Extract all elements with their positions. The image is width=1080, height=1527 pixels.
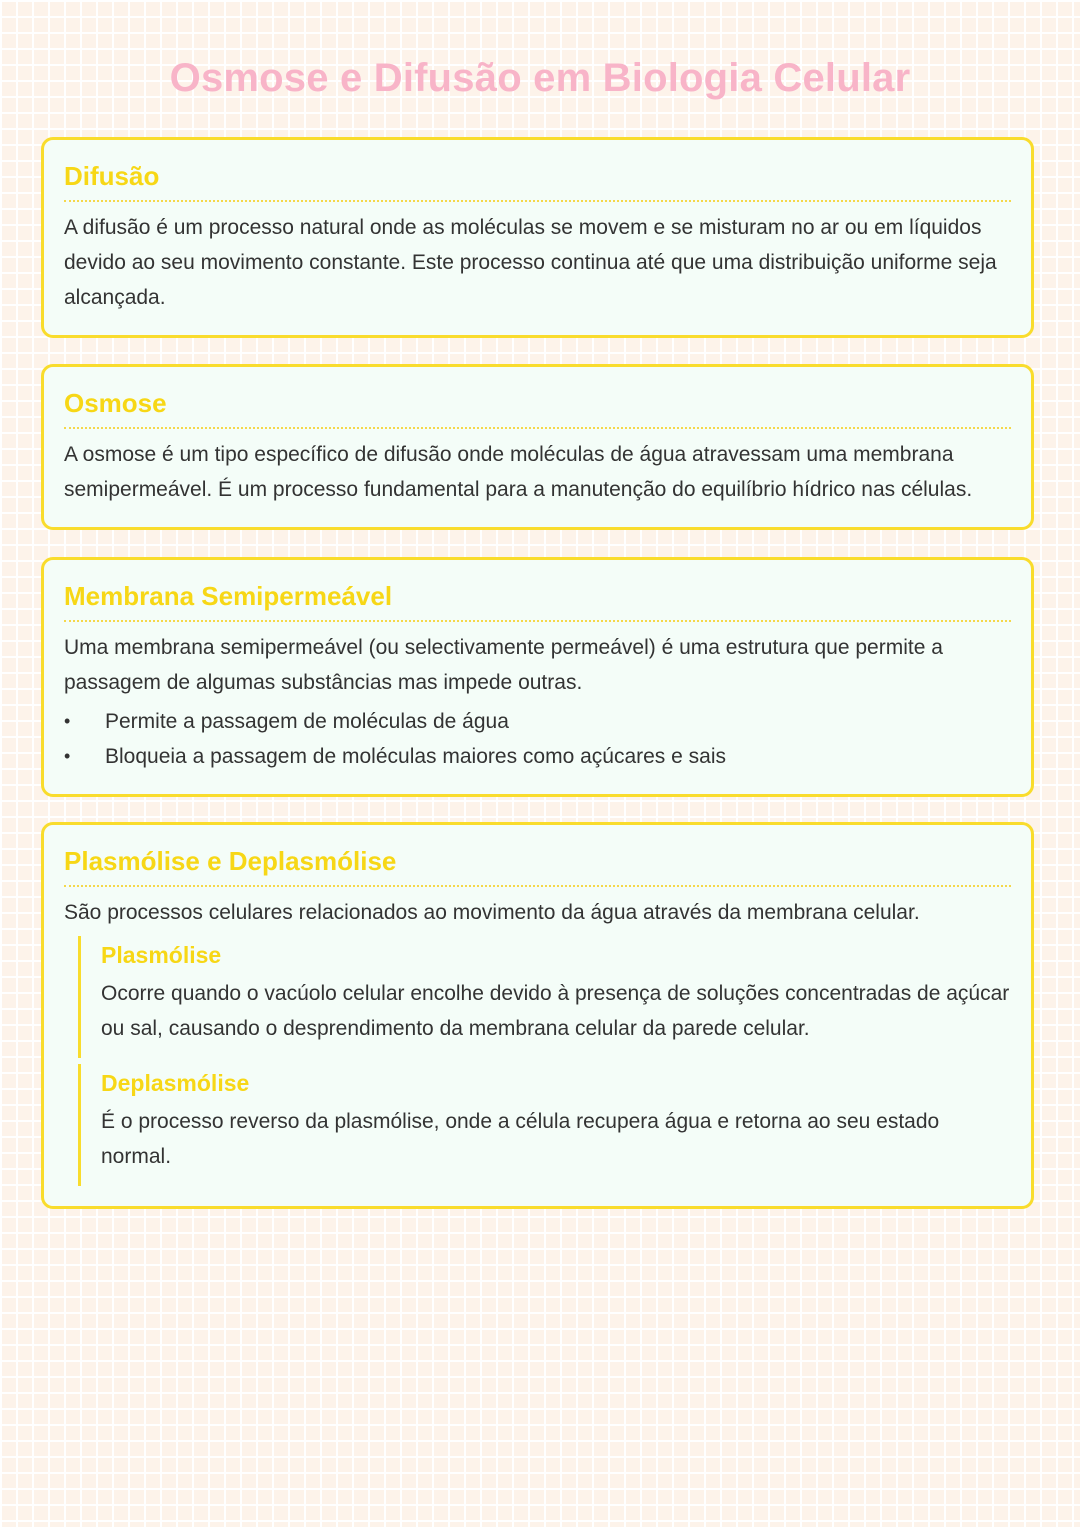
subsection-heading: Plasmólise bbox=[101, 942, 222, 968]
card-membrana-semipermeavel bbox=[41, 557, 1034, 797]
bullet-icon: • bbox=[64, 746, 71, 766]
list-item-text: Bloqueia a passagem de moléculas maiores como açúcares e sais bbox=[105, 745, 726, 768]
bullet-list bbox=[64, 704, 1011, 774]
card-osmose bbox=[41, 364, 1034, 530]
section-heading: Membrana Semipermeável bbox=[64, 578, 1011, 622]
list-item bbox=[64, 704, 1011, 739]
section-text: São processos celulares relacionados ao movimento da água através da membrana celular. bbox=[64, 901, 920, 924]
section-heading: Plasmólise e Deplasmólise bbox=[64, 843, 1011, 887]
subsection-text: É o processo reverso da plasmólise, onde a célula recupera água e retorna ao seu estado normal. bbox=[101, 1110, 940, 1168]
section-text: A difusão é um processo natural onde as moléculas se movem e se misturam no ar ou em líquidos devido ao seu movimento constante. Este processo continua até que uma distribuição uniforme seja alcançada. bbox=[64, 216, 997, 309]
subsection-text: Ocorre quando o vacúolo celular encolhe devido à presença de soluções concentradas de açúcar ou sal, causando o desprendimento da membrana celular da parede celular. bbox=[101, 982, 1010, 1040]
subsection-plasmolise bbox=[78, 936, 1011, 1058]
section-text: Uma membrana semipermeável (ou selectivamente permeável) é uma estrutura que permite a passagem de algumas substâncias mas impede outras. bbox=[64, 636, 943, 694]
page-title: Osmose e Difusão em Biologia Celular bbox=[169, 56, 911, 100]
subsection-heading: Deplasmólise bbox=[101, 1070, 250, 1096]
list-item-text: Permite a passagem de moléculas de água bbox=[105, 710, 509, 733]
card-plasmolise-deplasmolise bbox=[41, 822, 1034, 1209]
list-item bbox=[64, 739, 1011, 774]
bullet-icon: • bbox=[64, 711, 71, 731]
section-heading: Osmose bbox=[64, 385, 1011, 429]
section-text: A osmose é um tipo específico de difusão onde moléculas de água atravessam uma membrana semipermeável. É um processo fundamental para a manutenção do equilíbrio hídrico nas células. bbox=[64, 443, 973, 501]
card-difusao bbox=[41, 137, 1034, 338]
subsection-deplasmolise bbox=[78, 1064, 1011, 1186]
section-heading: Difusão bbox=[64, 158, 1011, 202]
